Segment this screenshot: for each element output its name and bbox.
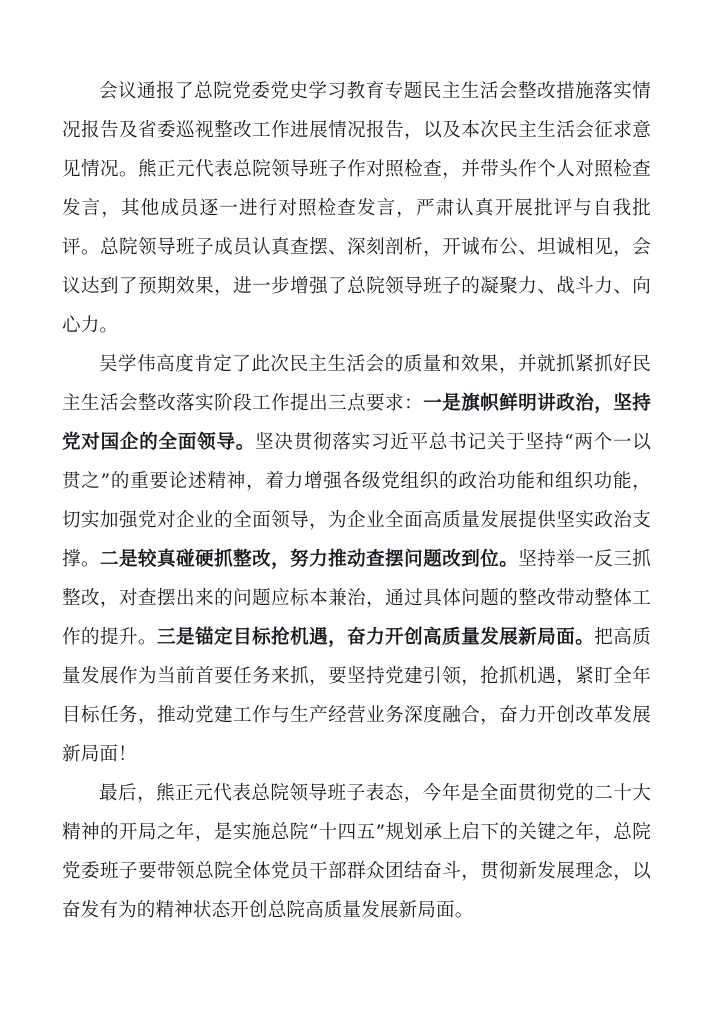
paragraph-2	[62, 345, 651, 774]
text-run-emphasis: 二是较真碰硬抓整改，努力推动查摆问题改到位。	[100, 549, 519, 570]
text-run: 坚决贯彻落实习近平总书记关于坚持“两个一以贯之”的重要论述精神，着力增强各级党组织的政治功能和组织功能，切实加强党对企业的全面领导，为企业全面高质量发展提供坚实政治支撑。	[62, 432, 651, 570]
text-run: 会议通报了总院党委党史学习教育专题民主生活会整改措施落实情况报告及省委巡视整改工作进展情况报告，以及本次民主生活会征求意见情况。熊正元代表总院领导班子作对照检查，并带头作个人对照检查发言，其他成员逐一进行对照检查发言，严肃认真开展批评与自我批评。总院领导班子成员认真查摆、深刻剖析，开诚布公、坦诚相见，会议达到了预期效果，进一步增强了总院领导班子的凝聚力、战斗力、向心力。	[62, 81, 651, 336]
text-run-emphasis: 三是锚定目标抢机遇，奋力开创高质量发展新局面。	[157, 627, 595, 648]
document-body	[62, 72, 651, 930]
paragraph-3	[62, 774, 651, 930]
text-run: 吴学伟高度肯定了此次民主生活会的质量和效果，并就抓紧抓好民主生活会整改落实阶段工作提出三点要求：	[62, 354, 651, 414]
paragraph-1	[62, 72, 651, 345]
text-run: 坚持举一反三抓整改，对查摆出来的问题应标本兼治，通过具体问题的整改带动整体工作的提升。	[62, 549, 652, 648]
text-run: 最后，熊正元代表总院领导班子表态，今年是全面贯彻党的二十大精神的开局之年，是实施总院“十四五”规划承上启下的关键之年，总院党委班子要带领总院全体党员干部群众团结奋斗，贯彻新发展理念，以奋发有为的精神状态开创总院高质量发展新局面。	[62, 783, 651, 921]
text-run: 把高质量发展作为当前首要任务来抓，要坚持党建引领，抢抓机遇，紧盯全年目标任务，推动党建工作与生产经营业务深度融合，奋力开创改革发展新局面！	[62, 627, 651, 765]
text-run-emphasis: 一是旗帜鲜明讲政治，坚持党对国企的全面领导。	[62, 393, 651, 453]
